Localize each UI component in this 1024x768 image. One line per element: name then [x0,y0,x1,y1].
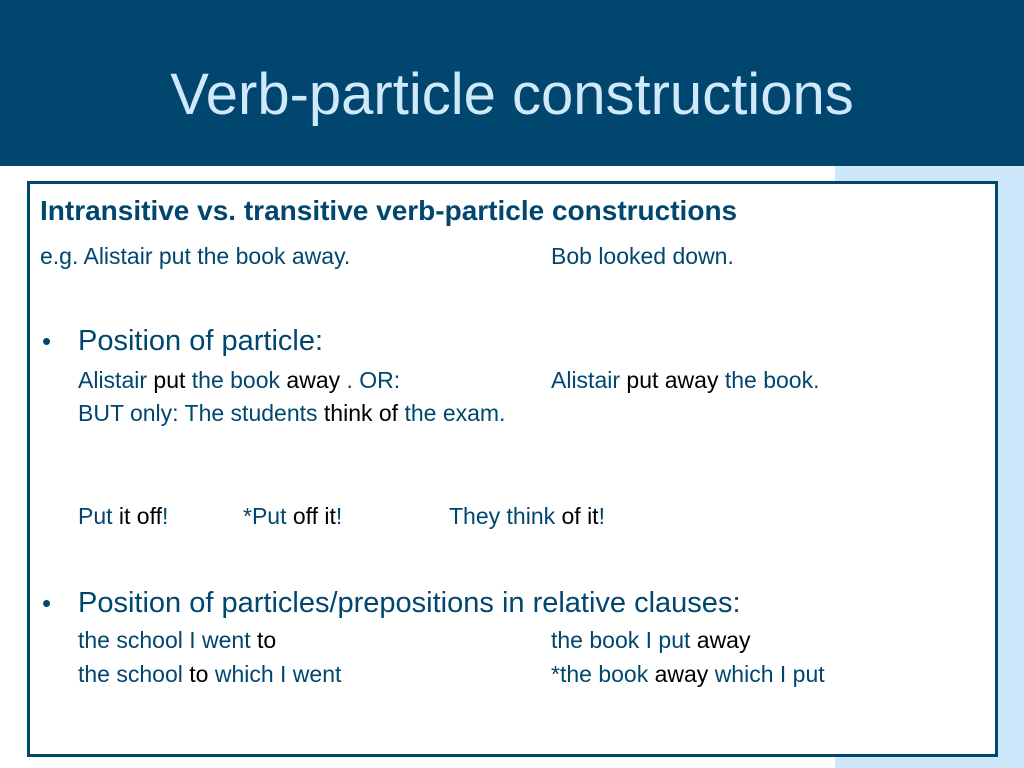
text-run: to [189,661,215,687]
text-run: think of [323,400,405,426]
bullet-1-text: Position of particle: [78,325,324,357]
section-heading: Intransitive vs. transitive verb-particle constructions [40,195,738,226]
particle-example-1 [78,366,400,394]
text-run: Alistair [78,367,154,393]
text-run: put away [626,367,725,393]
text-run: which I put [714,661,825,687]
example-left: e.g. Alistair put the book away. [40,243,351,269]
particle-example-4 [78,502,168,530]
text-run: to [257,627,277,653]
relative-clause-example-3 [78,660,341,688]
text-run: which I went [214,661,342,687]
particle-example-6 [449,502,605,530]
text-run: *the book [551,661,655,687]
text-run: They think [449,503,562,529]
text-run: ! [598,503,605,529]
text-run: Alistair [551,367,627,393]
text-run: off it [292,503,336,529]
slide-title: Verb-particle constructions [170,62,854,127]
title-banner [0,0,1024,166]
text-run: away [286,367,341,393]
text-run: put [153,367,192,393]
text-run: the school [78,661,190,687]
particle-example-2 [551,366,820,394]
text-run: away [696,627,751,653]
bullet-marker-1: • [42,326,52,356]
particle-example-5 [243,502,342,530]
text-run: away [654,661,715,687]
bullet-2-text: Position of particles/prepositions in relative clauses: [78,587,741,619]
text-run: of it [561,503,599,529]
relative-clause-example-2 [551,626,750,654]
example-right: Bob looked down. [551,243,734,269]
text-run: ! [335,503,343,529]
relative-clause-example-4 [551,660,825,688]
text-run: BUT only: The students [78,400,324,426]
text-run: the exam. [404,400,506,426]
text-run: ! [161,503,169,529]
text-run: the book [191,367,287,393]
text-run: Put [78,503,119,529]
content-box [27,181,998,757]
text-run: . OR: [340,367,401,393]
text-run: the book. [724,367,820,393]
bullet-marker-2: • [42,588,52,618]
text-run: the book I put [551,627,697,653]
text-run: the school I went [78,627,257,653]
text-run: it off [118,503,162,529]
particle-example-3 [78,399,505,427]
relative-clause-example-1 [78,626,276,654]
text-run: *Put [243,503,293,529]
